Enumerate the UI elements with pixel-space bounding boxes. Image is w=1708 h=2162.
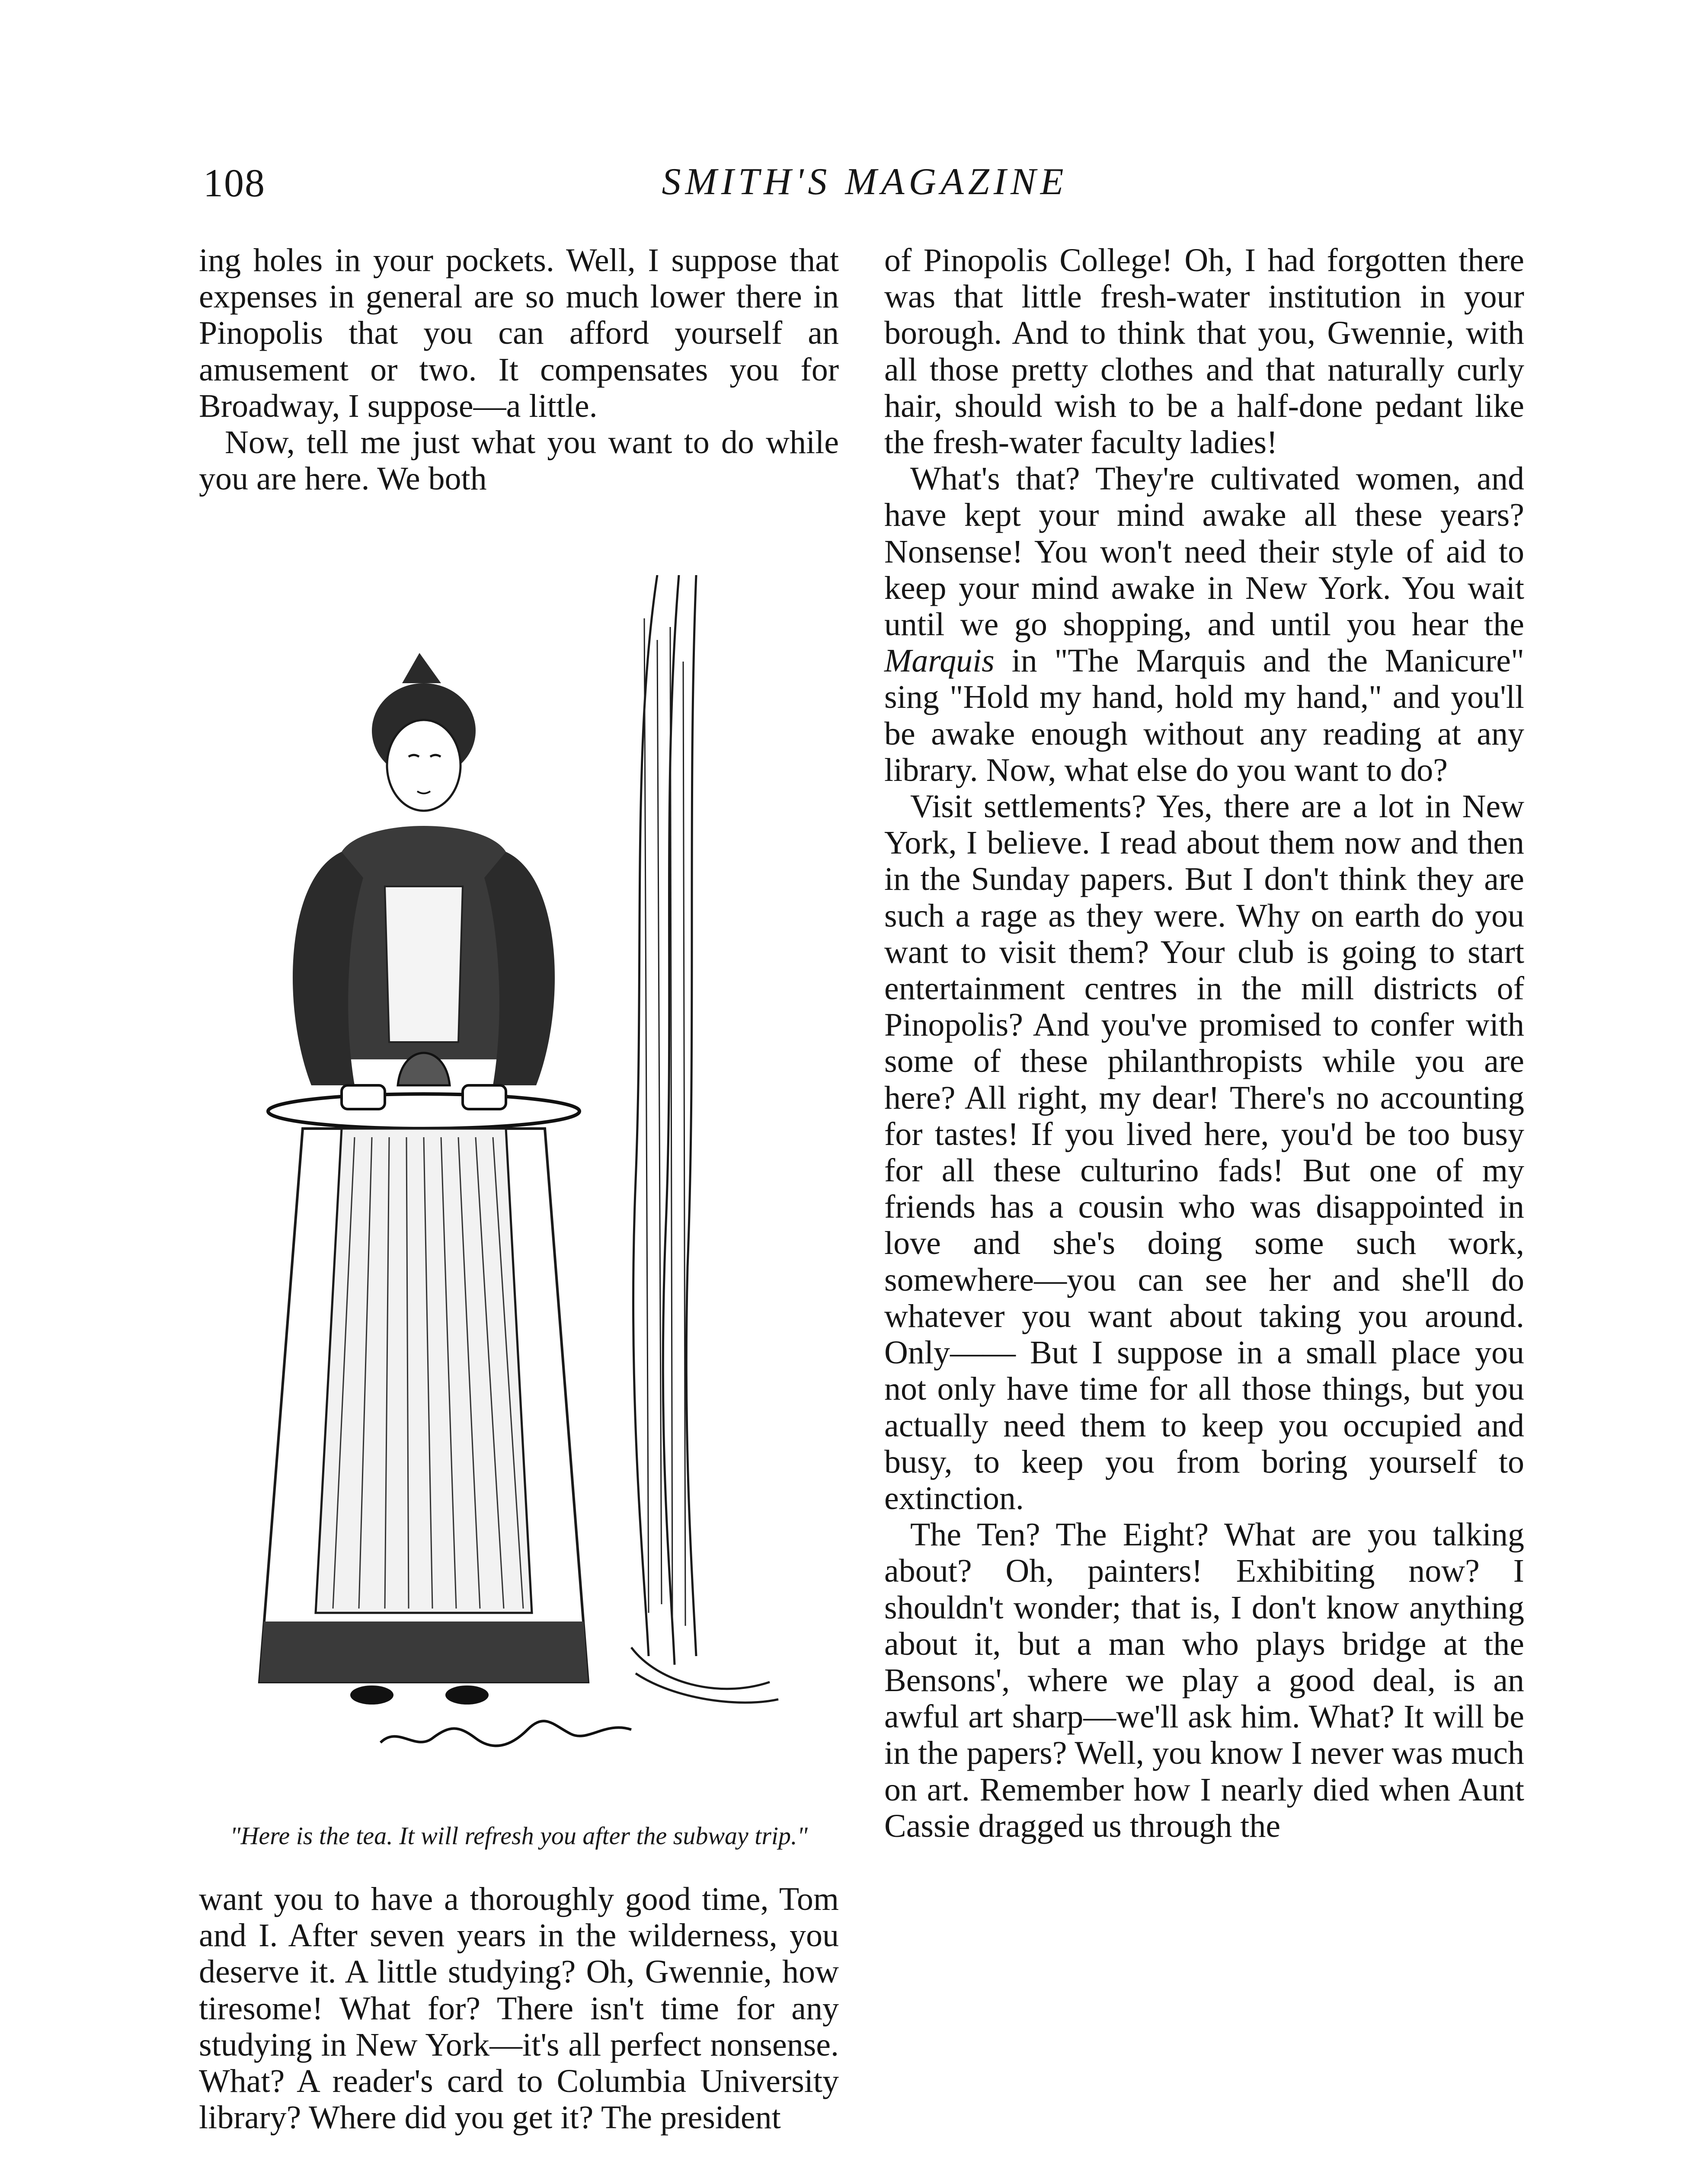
page-number: 108 xyxy=(203,161,265,205)
paragraph: ing holes in your pockets. Well, I suppose that expenses in general are so much lower there in Pinopolis that you can afford yourself an amusement or two. It compensates you for Broadway, I suppose—a little. xyxy=(199,242,839,424)
paragraph xyxy=(884,461,1524,788)
paragraph: want you to have a thoroughly good time, Tom and I. After seven years in the wilderness, you deserve it. A little studying? Oh, Gwennie, how tiresome! What for? There isn't time for any studying in New York—it's all perfect nonsense. What? A reader's card to Columbia University library? Where did you get it? The president xyxy=(199,1881,839,2136)
paragraph: Now, tell me just what you want to do while you are here. We both xyxy=(199,424,839,497)
text-run: in "The Marquis and the Manicure" sing "Hold my hand, hold my hand," and you'll be awake enough without any reading at any library. Now, what else do you want to do? xyxy=(884,643,1524,788)
maid-drawing xyxy=(199,575,839,1769)
page-header xyxy=(203,160,1526,216)
right-column xyxy=(884,242,1524,1844)
italic-text: Marquis xyxy=(884,643,995,679)
artist-signature xyxy=(381,1721,631,1746)
maid-figure xyxy=(259,653,588,1705)
left-column-bottom xyxy=(199,1881,839,2136)
paragraph: Visit settlements? Yes, there are a lot in New York, I believe. I read about them now and then in the Sunday papers. But I don't think they are such a rage as they were. Why on earth do you want to visit them? Your club is going to start entertainment centres in the mill districts of Pinopolis? And you've promised to confer with some of these philanthropists while you are here? All right, my dear! There's no accounting for tastes! If you lived here, you'd be too busy for all these culturino fads! But one of my friends has a cousin who was disappointed in love and she's doing some such work, somewhere—you can see her and she'll do whatever you want about taking you around. Only—— But I suppose in a small place you not only have time for all those things, but you actually need them to keep you occupied and busy, to keep you from boring yourself to extinction. xyxy=(884,788,1524,1516)
illustration-caption: "Here is the tea. It will refresh you after the subway trip." xyxy=(230,1822,808,1850)
paragraph: of Pinopolis College! Oh, I had forgotten there was that little fresh-water institution in your borough. And to think that you, Gwennie, with all those pretty clothes and that naturally curly hair, should wish to be a half-done pedant like the fresh-water faculty ladies! xyxy=(884,242,1524,461)
running-head: SMITH'S MAGAZINE xyxy=(662,161,1068,203)
illustration xyxy=(199,575,839,1850)
paragraph: The Ten? The Eight? What are you talking about? Oh, painters! Exhibiting now? I shouldn't wonder; that is, I don't know anything about it, but a man who plays bridge at the Bensons', where we play a good deal, is an awful art sharp—we'll ask him. What? It will be in the papers? Well, you know I never was much on art. Remember how I nearly died when Aunt Cassie dragged us through the xyxy=(884,1516,1524,1844)
left-column-top xyxy=(199,242,839,497)
text-run: What's that? They're cultivated women, and have kept your mind awake all these years? Nonsense! You won't need their style of aid to keep your mind awake in New York. You wait until we go shopping, and until you hear the xyxy=(884,461,1524,643)
curtain xyxy=(631,575,778,1703)
